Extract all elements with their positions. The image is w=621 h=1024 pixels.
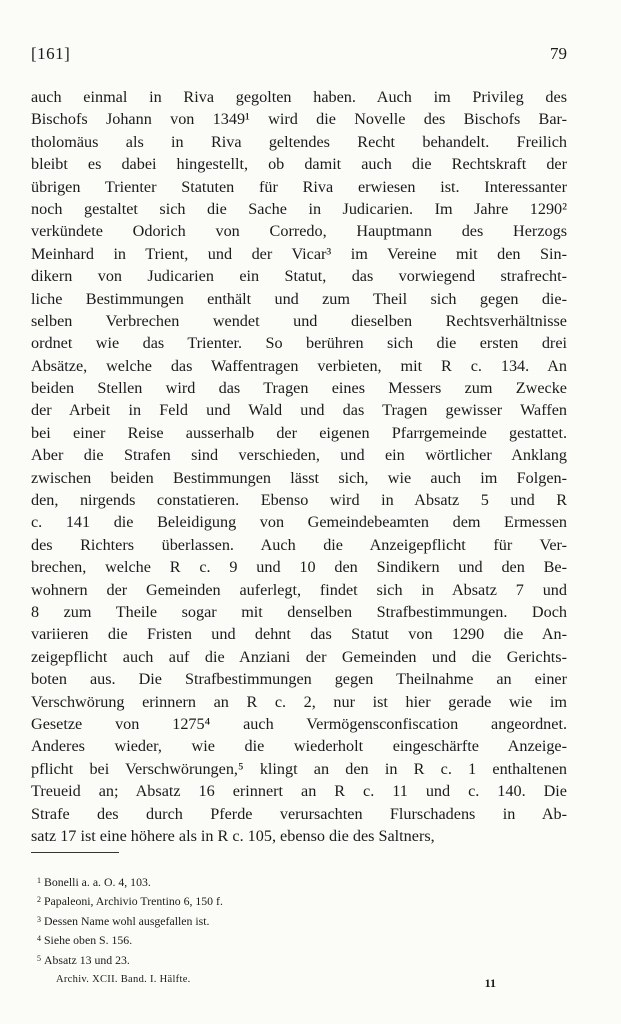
footnote: [31, 911, 567, 930]
footnote-text: Bonelli a. a. O. 4, 103.: [44, 875, 151, 889]
text-line: Aber die Strafen sind verschieden, und ein wörtlicher Anklang: [31, 446, 567, 465]
footnote-text: Absatz 13 und 23.: [44, 952, 130, 967]
text-line: verkündete Odorich von Corredo, Hauptmann des Herzogs: [31, 222, 567, 241]
text-line: auch einmal in Riva gegolten haben. Auch im Privileg des: [31, 88, 567, 106]
text-line: des Richters überlassen. Auch die Anzeigepflicht für Ver-: [31, 535, 567, 554]
footnote-text: Dessen Name wohl ausgefallen ist.: [44, 913, 210, 928]
text-line: Bischofs Johann von 1349¹ wird die Novelle des Bischofs Bar-: [31, 110, 567, 129]
body-text: [31, 86, 567, 847]
text-line: tholomäus als in Riva geltendes Recht behandelt. Freilich: [31, 132, 567, 151]
page-signature: [161]: [31, 44, 71, 63]
text-line: Anderes wieder, wie die wiederholt eingeschärfte Anzeige-: [31, 737, 567, 756]
page-number: 79: [550, 44, 567, 63]
text-line: Strafe des durch Pferde verursachten Flurschadens in Ab-: [31, 804, 567, 823]
text-line: bleibt es dabei hingestellt, ob damit auch die Rechtskraft der: [31, 155, 567, 174]
text-line: ordnet wie das Trienter. So berühren sich die ersten drei: [31, 334, 567, 353]
text-line: brechen, welche R c. 9 und 10 den Sindikern und den Be-: [31, 558, 567, 577]
text-line: selben Verbrechen wendet und dieselben Rechtsverhältnisse: [31, 311, 567, 330]
text-line: Verschwörung erinnern an R c. 2, nur ist hier gerade wie im: [31, 692, 567, 711]
footnote-mark: 5: [37, 953, 41, 963]
text-line: wohnern der Gemeinden auferlegt, findet sich in Absatz 7 und: [31, 580, 567, 599]
text-line: satz 17 ist eine höhere als in R c. 105, ebenso die des Saltners,: [31, 826, 435, 845]
footnote: [31, 930, 567, 949]
text-line: Treueid an; Absatz 16 erinnert an R c. 11 und c. 140. Die: [31, 782, 567, 801]
text-line: variieren die Fristen und dehnt das Statut von 1290 die An-: [31, 625, 567, 644]
footnote-mark: 1: [37, 876, 41, 885]
text-line: beiden Stellen wird das Tragen eines Messers zum Zwecke: [31, 379, 567, 398]
text-line: pflicht bei Verschwörungen,⁵ klingt an den in R c. 1 enthaltenen: [31, 759, 567, 778]
footnotes: [31, 872, 567, 969]
footnote-divider: [31, 852, 119, 853]
footnote-mark: 3: [37, 914, 41, 924]
footnote: [31, 891, 567, 910]
imprint-line: Archiv. XCII. Band. I. Hälfte.: [56, 974, 191, 985]
text-line: Meinhard in Trient, und der Vicar³ im Vereine mit den Sin-: [31, 244, 567, 263]
sheet-number: 11: [484, 976, 496, 990]
text-line: boten aus. Die Strafbestimmungen gegen Theilnahme an einer: [31, 670, 567, 689]
running-header: [31, 44, 567, 68]
text-line: c. 141 die Beleidigung von Gemeindebeamten dem Ermessen: [31, 513, 567, 532]
text-line: noch gestaltet sich die Sache in Judicarien. Im Jahre 1290²: [31, 199, 567, 218]
text-line: zeigepflicht auch auf die Anziani der Gemeinden und die Gerichts-: [31, 647, 567, 666]
footnote-text: Siehe oben S. 156.: [44, 933, 133, 948]
footnote-mark: 4: [37, 934, 41, 944]
footnote-mark: 2: [37, 895, 41, 905]
text-line: Absätze, welche das Waffentragen verbieten, mit R c. 134. An: [31, 356, 567, 375]
footnote: [31, 950, 567, 969]
text-line: dikern von Judicarien ein Statut, das vorwiegend strafrecht-: [31, 267, 567, 286]
text-line: zwischen beiden Bestimmungen lässt sich, wie auch im Folgen-: [31, 468, 567, 487]
text-line: der Arbeit in Feld und Wald und das Tragen gewisser Waffen: [31, 401, 567, 420]
text-line: Gesetze von 1275⁴ auch Vermögensconfiscation angeordnet.: [31, 714, 567, 733]
footnote: [31, 872, 567, 891]
footnote-text: Papaleoni, Archivio Trentino 6, 150 f.: [44, 894, 223, 909]
text-line: übrigen Trienter Statuten für Riva erwiesen ist. Interessanter: [31, 177, 567, 196]
text-line: 8 zum Theile sogar mit denselben Strafbestimmungen. Doch: [31, 602, 567, 621]
text-line: den, nirgends constatieren. Ebenso wird in Absatz 5 und R: [31, 491, 567, 510]
text-line: bei einer Reise ausserhalb der eigenen Pfarrgemeinde gestattet.: [31, 423, 567, 442]
text-line: liche Bestimmungen enthält und zum Theil sich gegen die-: [31, 289, 567, 308]
